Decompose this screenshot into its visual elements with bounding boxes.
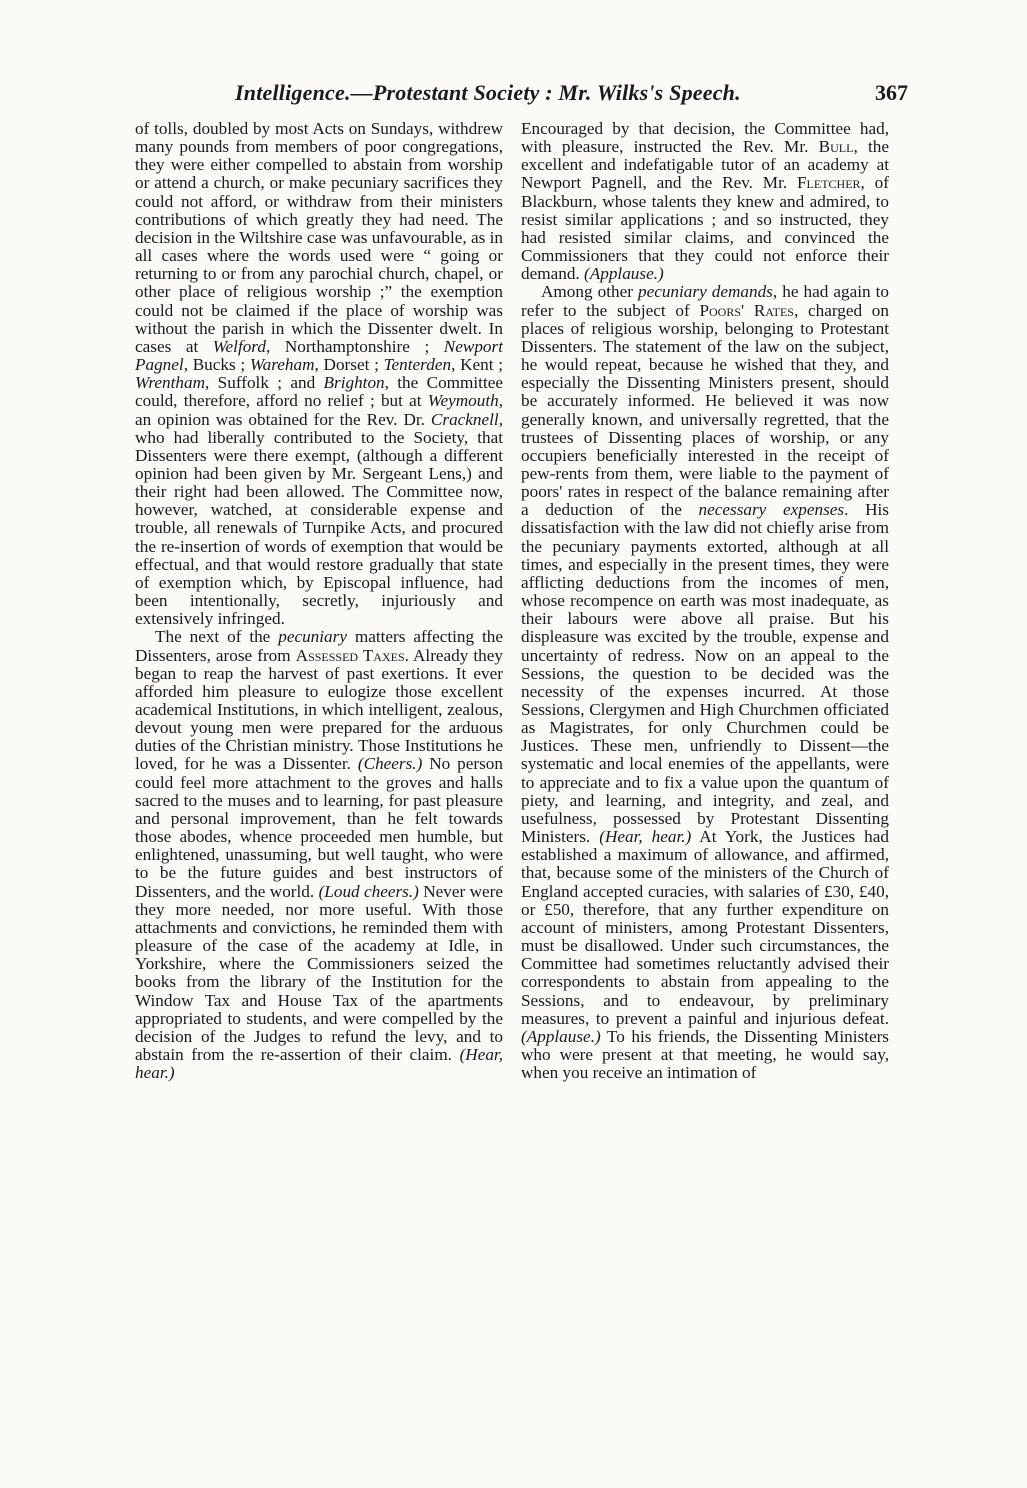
cheers: (Cheers.) [357, 754, 423, 774]
place-brighton: Brighton [323, 373, 385, 393]
paragraph-encouraged: Encouraged by that decision, the Committee had, with pleasure, instructed the Rev. Mr. Bull, the excellent and indefatigable tutor of an academy at Newport Pagnell, and the Rev. Mr. Fletcher, of Blackburn, whose talents they knew and admired, to resist similar applications ; and so instructed, they had resisted similar claims, and convinced the Commissioners that they could not enforce their demand. (Applause.) [521, 120, 889, 284]
paragraph-poors-rates: Among other pecuniary demands, he had again to refer to the subject of Poors' Rates, charged on places of religious worship, belonging to Protestant Dissenters. The statement of the law on the subject, he would repeat, because he wished that they, and especially the Dissenting Ministers present, should be accurately informed. He believed it was now generally known, and universally regretted, that the trustees of Dissenting places of worship, or any occupiers beneficially interested in the receipt of pew-rents from them, were liable to the payment of poors' rates in respect of the balance remaining after a deduction of the necessary expenses. His dissatisfaction with the law did not chiefly arise from the pecuniary payments extorted, although at all times, and especially in the present times, they were afflicting deductions from the incomes of men, whose recompence on earth was most inadequate, as their labours were above all praise. But his displeasure was excited by the trouble, expense and uncertainty of redress. Now on an appeal to the Sessions, the question to be decided was the necessity of the expenses incurred. At those Sessions, Clergymen and High Churchmen officiated as Magistrates, for only Churchmen could be Justices. These men, unfriendly to Dissent—the systematic and local enemies of the appellants, were to appreciate and to fix a value upon the quantum of piety, and learning, and integrity, and zeal, and usefulness, possessed by Protestant Dissenting Ministers. (Hear, hear.) At York, the Justices had established a maximum of allowance, and affirmed, that, because some of the ministers of the Church of England accepted curacies, with salaries of £30, £40, or £50, therefore, that any further expenditure on account of ministers, among Protestant Dissenters, must be disallowed. Under such circumstances, the Committee had sometimes reluctantly advised their correspondents to abstain from appealing to the Sessions, and to endeavour, by preliminary measures, to prevent a painful and injurious defeat. (Applause.) To his friends, the Dissenting Ministers who were present at that meeting, he would say, when you receive an intimation of [521, 282, 889, 1083]
name-bull: Bull [818, 137, 854, 157]
place-welford: Welford [212, 336, 266, 356]
applause: (Applause.) [521, 1026, 601, 1046]
right-column [521, 120, 889, 1460]
poors-rates: Poors' Rates [699, 300, 794, 320]
name-cracknell: Cracknell [430, 409, 499, 429]
hear-hear: (Hear, hear.) [135, 1044, 503, 1083]
page-header [133, 80, 908, 112]
place-wareham: Wareham [249, 355, 315, 375]
place-tenterden: Tenterden [383, 355, 452, 375]
applause: (Applause.) [584, 264, 664, 284]
place-weymouth: Weymouth [427, 391, 499, 411]
paragraph-assessed-taxes: The next of the pecuniary matters affecting the Dissenters, arose from Assessed Taxes. Already they began to reap the harvest of past exertions. It ever afforded him pleasure to eulogize those excellent academical Institutions, in which intelligent, zealous, devout young men were prepared for the arduous duties of the Christian ministry. Those Institutions he loved, for he was a Dissenter. (Cheers.) No person could feel more attachment to the groves and halls sacred to the muses and to learning, for past pleasure and personal improvement, than he felt towards those abodes, whence proceeded men humble, but enlightened, unassuming, but well taught, who were to be the future guides and best instructors of Dissenters, and the world. (Loud cheers.) Never were they more needed, nor more useful. With those attachments and convictions, he reminded them with pleasure of the case of the academy at Idle, in Yorkshire, where the Commissioners seized the books from the library of the Institution for the Window Tax and House Tax of the apartments appropriated to students, and were compelled by the decision of the Judges to refund the levy, and to abstain from the re-assertion of their claim. (Hear, hear.) [135, 627, 503, 1083]
place-newport-pagnel: Newport Pagnel [135, 336, 503, 375]
paragraph-tolls: of tolls, doubled by most Acts on Sundays, withdrew many pounds from members of poor congregations, they were either compelled to abstain from worship or attend a church, or make pecuniary sacrifices they could not afford, or withdraw from their ministers contributions of which greatly they had need. The decision in the Wiltshire case was unfavourable, as in all cases where the words used were “ going or returning to or from any parochial church, chapel, or other place of religious worship ;” the exemption could not be claimed if the place of worship was without the parish in which the Dissenter dwelt. In cases at Welford, Northamptonshire ; Newport Pagnel, Bucks ; Wareham, Dorset ; Tenterden, Kent ; Wrentham, Suffolk ; and Brighton, the Committee could, therefore, afford no relief ; but at Weymouth, an opinion was obtained for the Rev. Dr. Cracknell, who had liberally contributed to the Society, that Dissenters were there exempt, (although a different opinion had been given by Mr. Sergeant Lens,) and their right had been allowed. The Committee now, however, watched, at considerable expense and trouble, all renewals of Turnpike Acts, and procured the re-insertion of words of exemption that would be effectual, and that would restore gradually that state of exemption which, by Episcopal influence, had been intentionally, secretly, injuriously and extensively infringed. [135, 120, 503, 629]
name-fletcher: Fletcher [796, 173, 861, 193]
left-column [135, 120, 503, 1460]
place-wrentham: Wrentham [135, 373, 206, 393]
loud-cheers: (Loud cheers.) [318, 881, 419, 901]
assessed-taxes: Assessed Taxes [295, 645, 405, 665]
page-number: 367 [875, 80, 908, 105]
hear-hear: (Hear, hear.) [599, 827, 692, 847]
running-title: Intelligence.—Protestant Society : Mr. Wilks's Speech. [235, 80, 741, 105]
